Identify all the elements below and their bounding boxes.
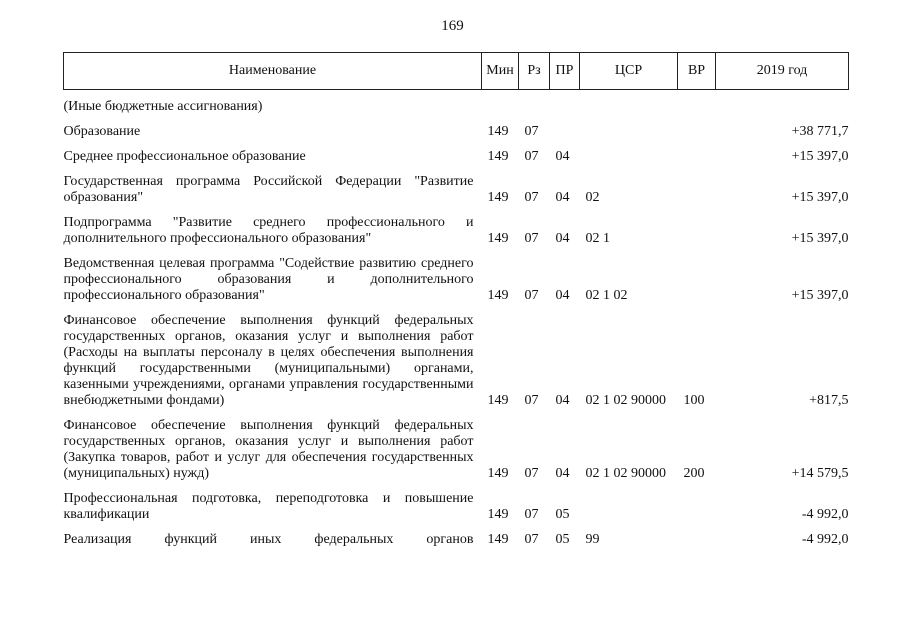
row-min: 149 <box>487 149 509 164</box>
row-min: 149 <box>487 231 509 246</box>
row-pr: 04 <box>555 466 570 481</box>
row-pr <box>550 99 580 115</box>
row-min: 149 <box>487 393 509 408</box>
row-min: 149 <box>487 507 509 522</box>
row-csr: 02 1 02 90000 <box>585 466 666 481</box>
row-pr: 04 <box>555 190 570 205</box>
row-name: Финансовое обеспечение выполнения функций федеральных государственных органов, оказания услуг и выполнения работ (Закупка товаров, работ и услуг для обеспечения государственных (муниципальных) нужд) <box>63 418 474 481</box>
row-pr: 04 <box>555 149 570 164</box>
row-min: 149 <box>487 190 509 205</box>
row-name: Образование <box>63 124 141 139</box>
row-amount: +15 397,0 <box>791 288 849 303</box>
header-min: Мин <box>482 53 519 90</box>
row-name: Среднее профессиональное образование <box>63 149 306 164</box>
row-vr <box>678 215 716 247</box>
row-pr: 04 <box>555 393 570 408</box>
table-row <box>64 149 849 165</box>
row-vr: 200 <box>683 466 705 481</box>
row-vr <box>678 149 716 165</box>
row-name: Подпрограмма "Развитие среднего профессионального и дополнительного профессионального образования" <box>63 215 474 246</box>
table-row <box>64 418 849 482</box>
row-min: 149 <box>487 466 509 481</box>
row-min <box>482 99 519 115</box>
row-amount: +15 397,0 <box>791 231 849 246</box>
row-vr <box>678 99 716 115</box>
row-rz <box>519 99 550 115</box>
row-pr: 05 <box>555 507 570 522</box>
row-name: Финансовое обеспечение выполнения функций федеральных государственных органов, оказания услуг и выполнения работ (Расходы на выплаты персоналу в целях обеспечения выполнения функций государственными (муниципальными) органами, казенными учреждениями, органами управления государственными внебюджетными фондами) <box>63 313 474 408</box>
header-vr: ВР <box>678 53 716 90</box>
table-row <box>64 174 849 206</box>
row-name: Реализация функций иных федеральных органов <box>63 532 474 547</box>
table-row <box>64 256 849 304</box>
row-vr <box>678 532 716 548</box>
row-csr: 99 <box>585 532 600 547</box>
page-number: 169 <box>441 18 464 34</box>
row-amount: +14 579,5 <box>791 466 849 481</box>
table-header <box>64 53 849 90</box>
row-rz: 07 <box>524 532 539 547</box>
row-amount: +15 397,0 <box>791 149 849 164</box>
row-csr: 02 <box>585 190 600 205</box>
table-row <box>64 124 849 140</box>
budget-table <box>63 52 849 548</box>
row-vr <box>678 491 716 523</box>
row-csr <box>580 149 678 165</box>
row-vr <box>678 174 716 206</box>
table-row <box>64 491 849 523</box>
row-rz: 07 <box>524 466 539 481</box>
row-vr <box>678 124 716 140</box>
table-row <box>64 313 849 409</box>
header-rz: Рз <box>519 53 550 90</box>
row-vr: 100 <box>683 393 705 408</box>
row-csr: 02 1 <box>585 231 610 246</box>
row-rz: 07 <box>524 124 539 139</box>
table-row <box>64 99 849 115</box>
row-pr: 04 <box>555 231 570 246</box>
row-amount: +15 397,0 <box>791 190 849 205</box>
row-csr <box>580 491 678 523</box>
row-amount <box>716 99 849 115</box>
row-vr <box>678 256 716 304</box>
row-pr: 04 <box>555 288 570 303</box>
row-amount: -4 992,0 <box>801 507 849 522</box>
row-csr: 02 1 02 <box>585 288 628 303</box>
header-name: Наименование <box>64 53 482 90</box>
header-pr: ПР <box>550 53 580 90</box>
row-pr <box>550 124 580 140</box>
row-amount: +38 771,7 <box>791 124 849 139</box>
row-rz: 07 <box>524 149 539 164</box>
row-pr: 05 <box>555 532 570 547</box>
row-min: 149 <box>487 532 509 547</box>
row-rz: 07 <box>524 288 539 303</box>
row-amount: -4 992,0 <box>801 532 849 547</box>
row-amount: +817,5 <box>809 393 849 408</box>
header-year: 2019 год <box>716 53 849 90</box>
row-rz: 07 <box>524 231 539 246</box>
row-name: (Иные бюджетные ассигнования) <box>63 99 263 114</box>
row-name: Государственная программа Российской Федерации "Развитие образования" <box>63 174 474 205</box>
header-csr: ЦСР <box>580 53 678 90</box>
row-rz: 07 <box>524 190 539 205</box>
row-min: 149 <box>487 124 509 139</box>
row-rz: 07 <box>524 507 539 522</box>
row-csr <box>580 124 678 140</box>
row-rz: 07 <box>524 393 539 408</box>
table-row <box>64 215 849 247</box>
row-name: Ведомственная целевая программа "Содействие развитию среднего профессионального образования и дополнительного профессионального образования" <box>63 256 474 303</box>
row-csr: 02 1 02 90000 <box>585 393 666 408</box>
row-csr <box>580 99 678 115</box>
row-name: Профессиональная подготовка, переподготовка и повышение квалификации <box>63 491 474 522</box>
row-min: 149 <box>487 288 509 303</box>
table-row <box>64 532 849 548</box>
